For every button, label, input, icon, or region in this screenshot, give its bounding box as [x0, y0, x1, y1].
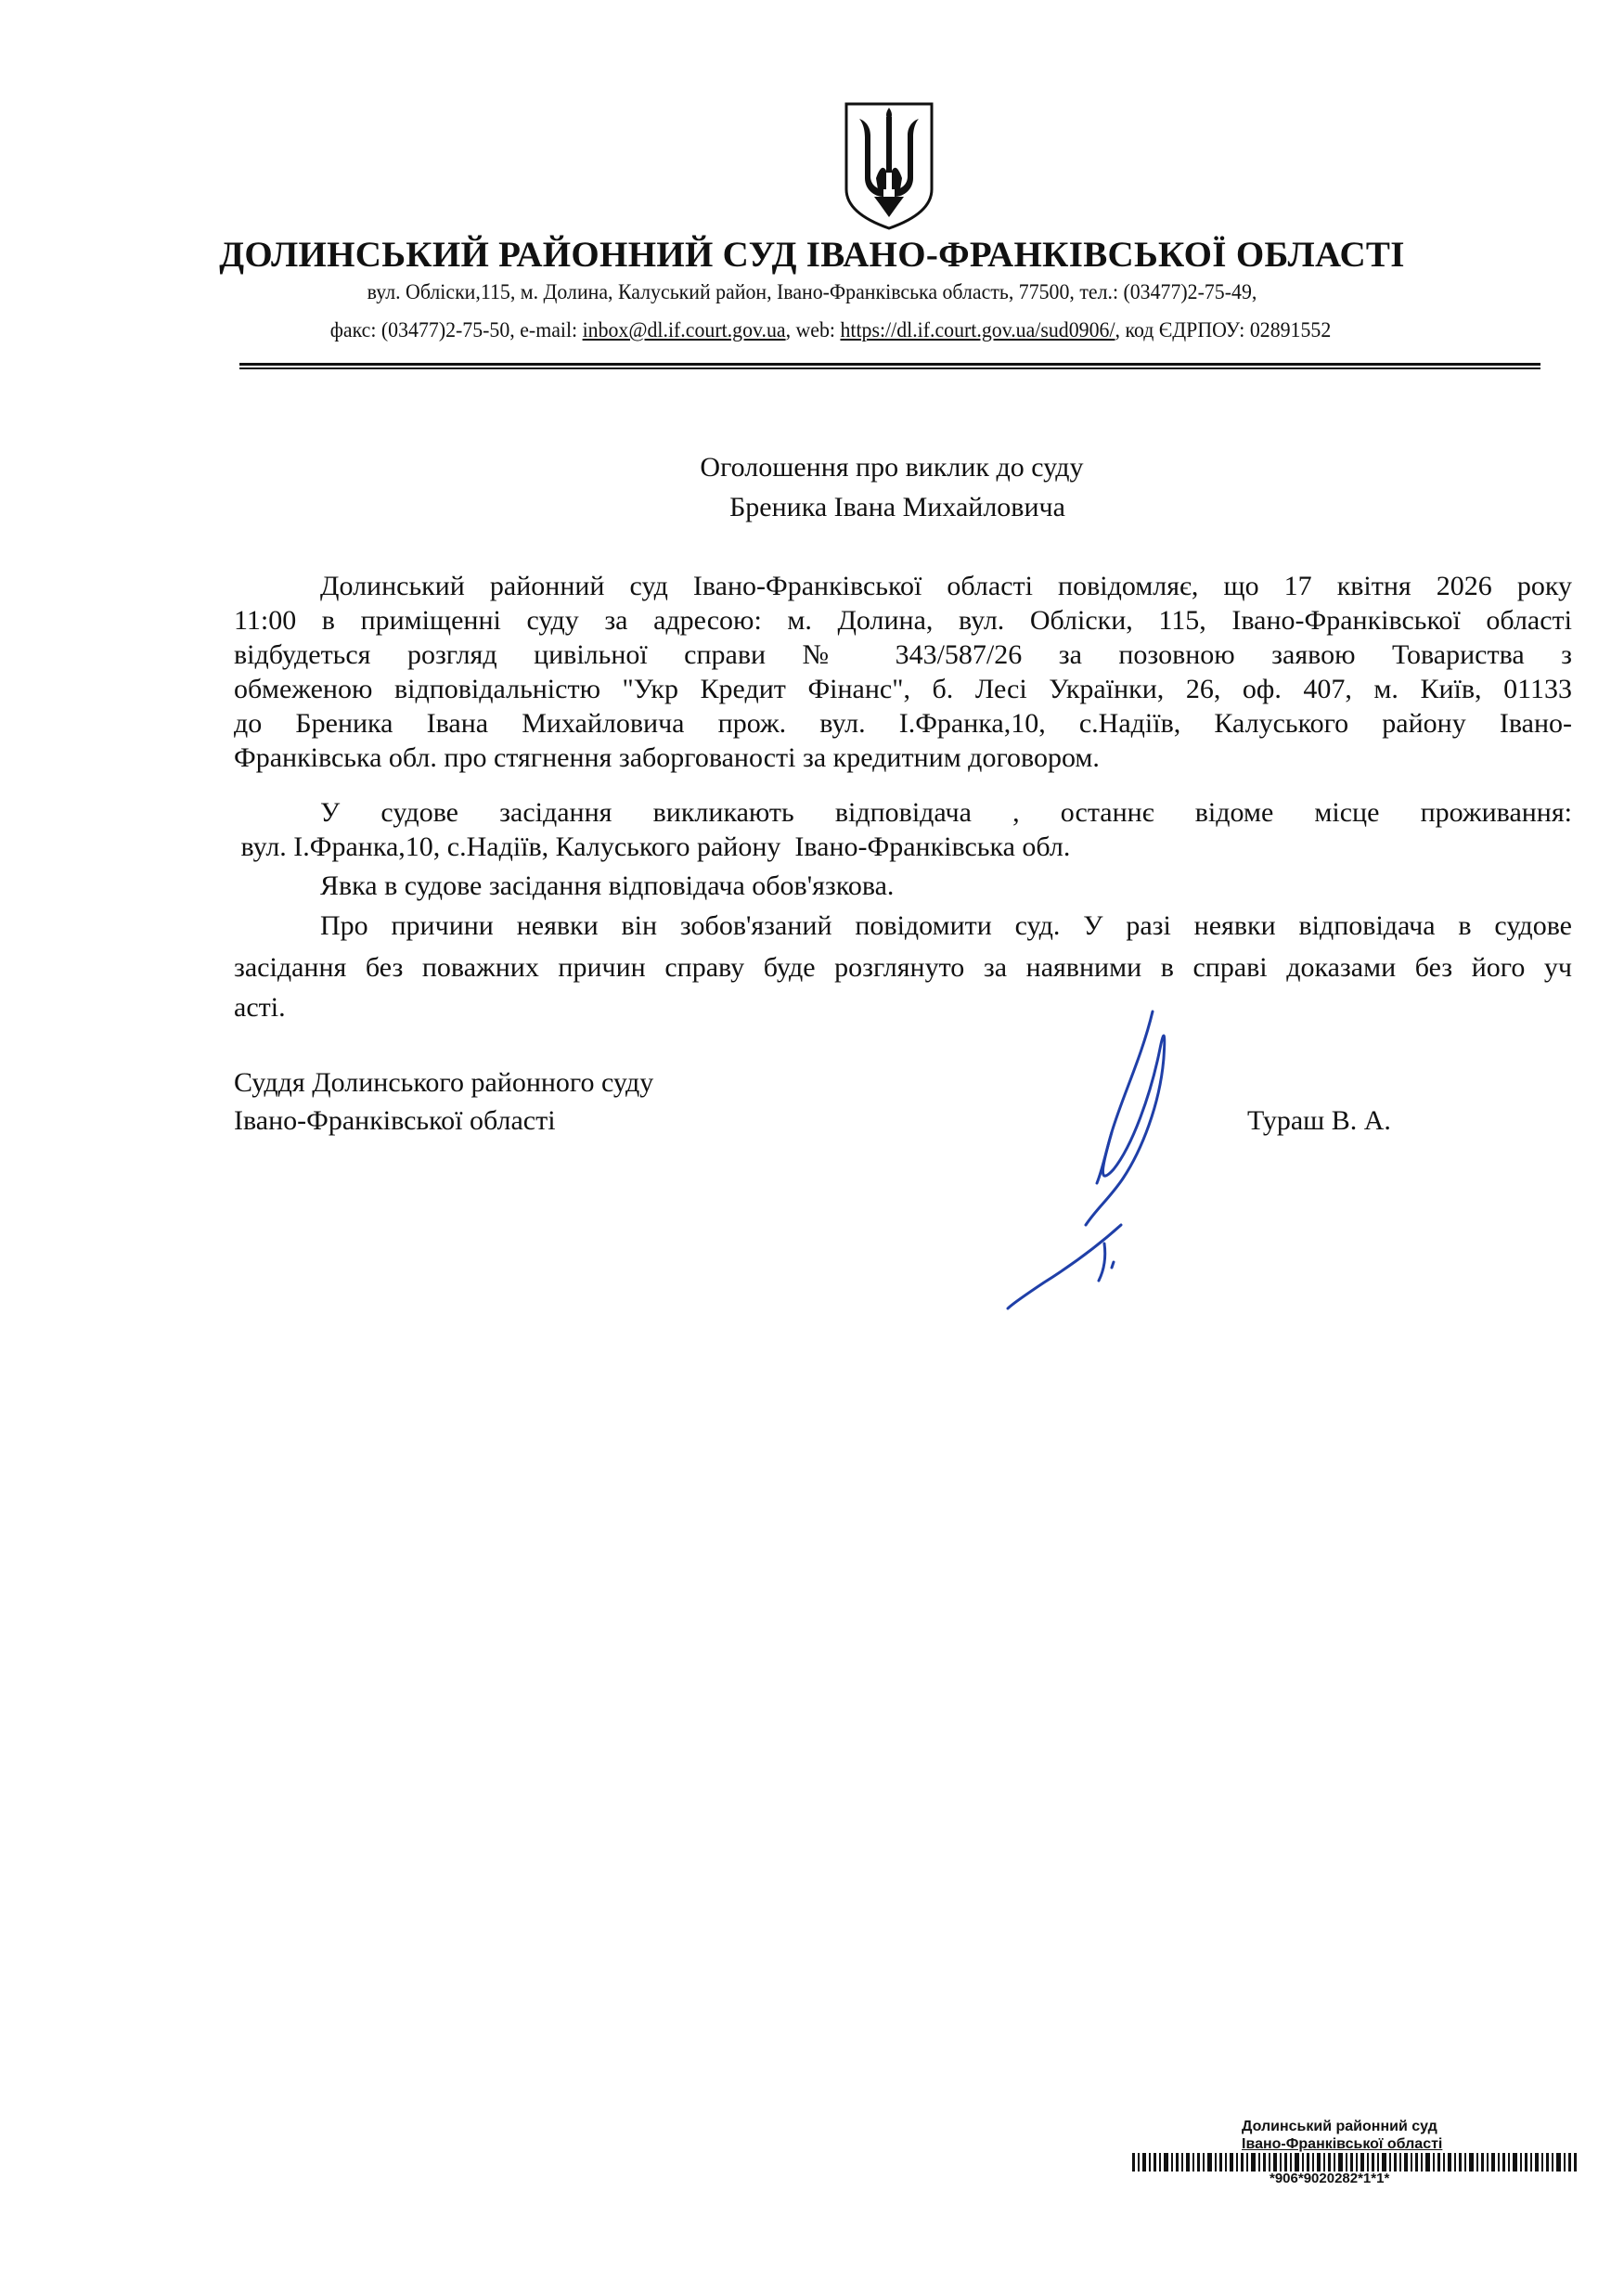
header-divider-thin	[239, 367, 1540, 369]
stamp-court-region: Івано-Франківської області	[1242, 2136, 1443, 2152]
web-label: , web:	[785, 318, 841, 342]
notice-title: Оголошення про виклик до суду	[700, 452, 1084, 483]
notice-body-line: вул. І.Франка,10, с.Надіїв, Калуського району Івано-Франківська обл.	[234, 831, 1071, 862]
judge-court-region-line: Івано-Франківської області	[234, 1105, 556, 1136]
header-divider-thick	[239, 363, 1540, 366]
notice-body-line: Про причини неявки він зобов'язаний повідомити суд. У разі неявки відповідача в судове	[320, 910, 1572, 941]
barcode-number: *906*9020282*1*1*	[1270, 2171, 1390, 2186]
notice-body-line: засідання без поважних причин справу буде розглянуто за наявними в справі доказами без його уч	[234, 952, 1572, 983]
court-name-heading: ДОЛИНСЬКИЙ РАЙОННИЙ СУД ІВАНО-ФРАНКІВСЬКОЇ ОБЛАСТІ	[219, 235, 1405, 275]
notice-body-line: до Бреника Івана Михайловича прож. вул. І.Франка,10, с.Надіїв, Калуського району Івано-	[234, 708, 1572, 739]
court-contacts-line	[75, 318, 1586, 343]
coat-of-arms-emblem	[841, 100, 937, 232]
judge-position-line: Суддя Долинського районного суду	[234, 1067, 654, 1098]
edrpou-code: , код ЄДРПОУ: 02891552	[1115, 318, 1332, 342]
notice-body-line: обмеженою відповідальністю "Укр Кредит Фінанс", б. Лесі Українки, 26, оф. 407, м. Київ, 01133	[234, 674, 1572, 704]
website-link[interactable]: https://dl.if.court.gov.ua/sud0906/	[840, 318, 1115, 342]
stamp-court-name: Долинський районний суд	[1242, 2119, 1437, 2134]
notice-body-line: асті.	[234, 992, 286, 1023]
notice-body-line: Франківська обл. про стягнення заборгованості за кредитним договором.	[234, 742, 1100, 773]
notice-body-line: відбудеться розгляд цивільної справи № 343/587/26 за позовною заявою Товариства з	[234, 639, 1572, 670]
defendant-name-title: Бреника Івана Михайловича	[729, 492, 1065, 522]
notice-body-line: 11:00 в приміщенні суду за адресою: м. Долина, вул. Обліски, 115, Івано-Франківської області	[234, 605, 1572, 636]
document-barcode	[1132, 2153, 1578, 2172]
court-address-line: вул. Обліски,115, м. Долина, Калуський район, Івано-Франківська область, 77500, тел.: (03477)2-75-49,	[367, 280, 1257, 304]
notice-body-line: Долинський районний суд Івано-Франківської області повідомляє, що 17 квітня 2026 року	[320, 571, 1572, 601]
fax-label: факс: (03477)2-75-50, e-mail:	[329, 318, 583, 342]
email-link[interactable]: inbox@dl.if.court.gov.ua	[582, 318, 786, 342]
notice-body-line: У судове засідання викликають відповідача , останнє відоме місце проживання:	[320, 797, 1572, 828]
judge-name: Тураш В. А.	[1247, 1105, 1391, 1136]
notice-body-line: Явка в судове засідання відповідача обов'язкова.	[320, 870, 895, 901]
judge-signature	[993, 993, 1216, 1336]
